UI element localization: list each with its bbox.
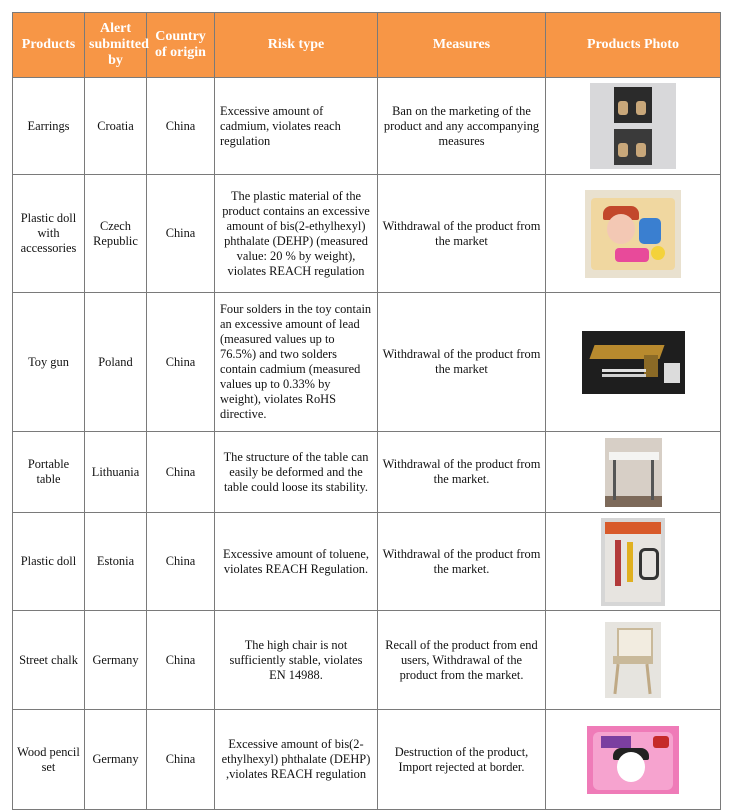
header-photo: Products Photo xyxy=(546,13,721,78)
header-country: Country of origin xyxy=(147,13,215,78)
cell-product: Wood pencil set xyxy=(13,710,85,810)
cell-country: China xyxy=(147,513,215,611)
cell-alert: Germany xyxy=(85,611,147,710)
table-row xyxy=(13,513,721,611)
doll-photo xyxy=(585,190,681,278)
cell-country: China xyxy=(147,611,215,710)
cell-country: China xyxy=(147,710,215,810)
tool-set-photo xyxy=(601,518,665,606)
cell-risk: The structure of the table can easily be deformed and the table could loose its stability. xyxy=(215,432,378,513)
table-row xyxy=(13,611,721,710)
header-alert-by: Alert submitted by xyxy=(85,13,147,78)
header-risk: Risk type xyxy=(215,13,378,78)
table-row xyxy=(13,432,721,513)
cell-alert: Croatia xyxy=(85,78,147,175)
cell-risk: Four solders in the toy contain an excessive amount of lead (measured values up to 76.5%) and two solders contain cadmium (measured values up to 0.33% by weight), violates RoHS directive. xyxy=(215,293,378,432)
cell-alert: Lithuania xyxy=(85,432,147,513)
header-measures: Measures xyxy=(378,13,546,78)
cell-photo xyxy=(546,513,721,611)
cell-alert: Poland xyxy=(85,293,147,432)
cell-measures: Withdrawal of the product from the market. xyxy=(378,432,546,513)
table-row xyxy=(13,710,721,810)
earrings-photo xyxy=(590,83,676,169)
cell-product: Plastic doll xyxy=(13,513,85,611)
cell-risk: Excessive amount of toluene, violates REACH Regulation. xyxy=(215,513,378,611)
cell-product: Plastic doll with accessories xyxy=(13,175,85,293)
cell-measures: Recall of the product from end users, Withdrawal of the product from the market. xyxy=(378,611,546,710)
cell-product: Toy gun xyxy=(13,293,85,432)
table-photo xyxy=(605,438,662,507)
cell-photo xyxy=(546,611,721,710)
cell-measures: Ban on the marketing of the product and any accompanying measures xyxy=(378,78,546,175)
cell-risk: Excessive amount of cadmium, violates reach regulation xyxy=(215,78,378,175)
safety-alerts-table xyxy=(12,12,721,810)
cell-product: Street chalk xyxy=(13,611,85,710)
cell-risk: Excessive amount of bis(2-ethylhexyl) phthalate (DEHP) ,violates REACH regulation xyxy=(215,710,378,810)
cell-photo xyxy=(546,175,721,293)
cell-photo xyxy=(546,293,721,432)
table-row xyxy=(13,293,721,432)
cell-measures: Withdrawal of the product from the market xyxy=(378,175,546,293)
cell-photo xyxy=(546,710,721,810)
header-row xyxy=(13,13,721,78)
cell-photo xyxy=(546,432,721,513)
cell-alert: Germany xyxy=(85,710,147,810)
cell-country: China xyxy=(147,293,215,432)
cell-product: Earrings xyxy=(13,78,85,175)
high-chair-photo xyxy=(605,622,661,698)
table-row xyxy=(13,78,721,175)
cell-country: China xyxy=(147,432,215,513)
pencil-set-photo xyxy=(587,726,679,794)
cell-product: Portable table xyxy=(13,432,85,513)
toy-gun-photo xyxy=(582,331,685,394)
cell-alert: Estonia xyxy=(85,513,147,611)
header-products: Products xyxy=(13,13,85,78)
cell-measures: Withdrawal of the product from the market. xyxy=(378,513,546,611)
cell-measures: Destruction of the product, Import rejected at border. xyxy=(378,710,546,810)
cell-alert: Czech Republic xyxy=(85,175,147,293)
cell-risk: The plastic material of the product contains an excessive amount of bis(2-ethylhexyl) phthalate (DEHP) (measured value: 20 % by weight), violates REACH regulation xyxy=(215,175,378,293)
cell-risk: The high chair is not sufficiently stable, violates EN 14988. xyxy=(215,611,378,710)
cell-photo xyxy=(546,78,721,175)
cell-measures: Withdrawal of the product from the market xyxy=(378,293,546,432)
cell-country: China xyxy=(147,78,215,175)
cell-country: China xyxy=(147,175,215,293)
table-row xyxy=(13,175,721,293)
